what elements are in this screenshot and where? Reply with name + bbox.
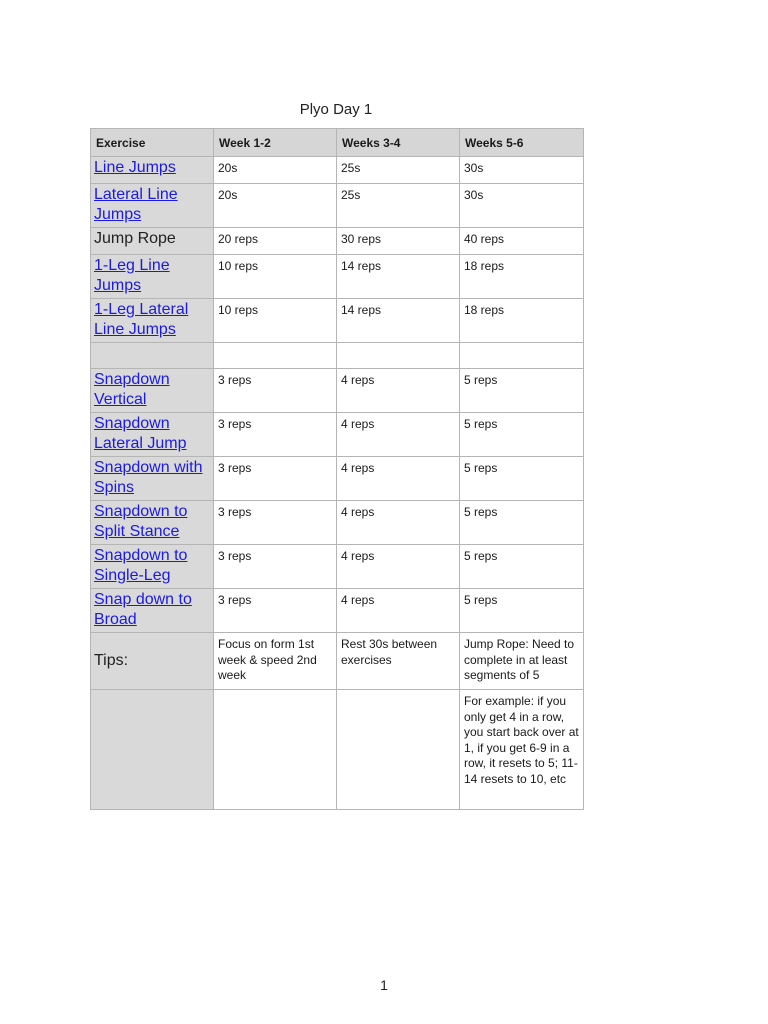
tips-week-1-2: Focus on form 1st week & speed 2nd week bbox=[214, 633, 337, 690]
weeks-5-6-cell: 30s bbox=[460, 184, 584, 228]
exercise-link-1-leg-line-jumps[interactable]: 1-Leg Line Jumps bbox=[94, 257, 170, 294]
tips-row bbox=[91, 633, 584, 690]
page-number: 1 bbox=[380, 977, 388, 993]
week-1-2-cell: 10 reps bbox=[214, 299, 337, 343]
table-row bbox=[91, 501, 584, 545]
weeks-3-4-cell: 25s bbox=[337, 184, 460, 228]
weeks-5-6-cell: 18 reps bbox=[460, 299, 584, 343]
weeks-3-4-cell: 4 reps bbox=[337, 545, 460, 589]
table-row bbox=[91, 413, 584, 457]
week-1-2-cell bbox=[214, 343, 337, 369]
tips-label-text: Tips: bbox=[94, 652, 129, 670]
note-row bbox=[91, 690, 584, 810]
exercise-link-snap-down-to-broad[interactable]: Snap down to Broad bbox=[94, 591, 192, 628]
header-row bbox=[91, 129, 584, 157]
exercise-cell bbox=[91, 369, 214, 413]
weeks-5-6-cell: 5 reps bbox=[460, 589, 584, 633]
header-weeks-3-4: Weeks 3-4 bbox=[337, 129, 460, 157]
weeks-3-4-cell: 30 reps bbox=[337, 228, 460, 255]
note-weeks-3-4 bbox=[337, 690, 460, 810]
tips-weeks-3-4: Rest 30s between exercises bbox=[337, 633, 460, 690]
weeks-5-6-cell bbox=[460, 343, 584, 369]
exercise-cell bbox=[91, 413, 214, 457]
tips-label bbox=[91, 633, 214, 690]
exercise-link-snapdown-to-single-leg[interactable]: Snapdown to Single-Leg bbox=[94, 547, 188, 584]
exercise-cell bbox=[91, 457, 214, 501]
exercise-link-lateral-line-jumps[interactable]: Lateral Line Jumps bbox=[94, 186, 178, 223]
table-row bbox=[91, 157, 584, 184]
week-1-2-cell: 10 reps bbox=[214, 255, 337, 299]
exercise-link-line-jumps[interactable]: Line Jumps bbox=[94, 159, 176, 176]
week-1-2-cell: 20s bbox=[214, 157, 337, 184]
exercise-cell bbox=[91, 299, 214, 343]
exercise-cell bbox=[91, 501, 214, 545]
weeks-3-4-cell: 4 reps bbox=[337, 501, 460, 545]
document-title: Plyo Day 1 bbox=[299, 101, 373, 118]
exercise-link-snapdown-lateral-jump[interactable]: Snapdown Lateral Jump bbox=[94, 415, 187, 452]
weeks-5-6-cell: 5 reps bbox=[460, 501, 584, 545]
week-1-2-cell: 3 reps bbox=[214, 457, 337, 501]
exercise-cell bbox=[91, 184, 214, 228]
week-1-2-cell: 3 reps bbox=[214, 589, 337, 633]
table-row bbox=[91, 299, 584, 343]
table-row bbox=[91, 184, 584, 228]
weeks-5-6-cell: 5 reps bbox=[460, 457, 584, 501]
weeks-3-4-cell: 4 reps bbox=[337, 457, 460, 501]
weeks-3-4-cell bbox=[337, 343, 460, 369]
exercise-link-snapdown-with-spins[interactable]: Snapdown with Spins bbox=[94, 459, 203, 496]
exercise-cell bbox=[91, 343, 214, 369]
table-row bbox=[91, 545, 584, 589]
exercise-link-snapdown-vertical[interactable]: Snapdown Vertical bbox=[94, 371, 170, 408]
week-1-2-cell: 20s bbox=[214, 184, 337, 228]
table-row bbox=[91, 457, 584, 501]
weeks-5-6-cell: 5 reps bbox=[460, 369, 584, 413]
note-weeks-5-6: For example: if you only get 4 in a row, you start back over at 1, if you get 6-9 in a row, it resets to 5; 11-14 resets to 10, etc bbox=[460, 690, 584, 810]
weeks-3-4-cell: 4 reps bbox=[337, 589, 460, 633]
spacer-row bbox=[91, 343, 584, 369]
weeks-5-6-cell: 5 reps bbox=[460, 545, 584, 589]
week-1-2-cell: 3 reps bbox=[214, 501, 337, 545]
week-1-2-cell: 3 reps bbox=[214, 413, 337, 457]
header-exercise: Exercise bbox=[91, 129, 214, 157]
weeks-3-4-cell: 14 reps bbox=[337, 255, 460, 299]
weeks-3-4-cell: 14 reps bbox=[337, 299, 460, 343]
weeks-5-6-cell: 5 reps bbox=[460, 413, 584, 457]
tips-weeks-5-6: Jump Rope: Need to complete in at least segments of 5 bbox=[460, 633, 584, 690]
weeks-3-4-cell: 4 reps bbox=[337, 369, 460, 413]
weeks-5-6-cell: 18 reps bbox=[460, 255, 584, 299]
week-1-2-cell: 3 reps bbox=[214, 545, 337, 589]
table-row bbox=[91, 255, 584, 299]
exercise-cell bbox=[91, 228, 214, 255]
week-1-2-cell: 20 reps bbox=[214, 228, 337, 255]
header-weeks-5-6: Weeks 5-6 bbox=[460, 129, 584, 157]
note-week-1-2 bbox=[214, 690, 337, 810]
exercise-link-snapdown-to-split-stance[interactable]: Snapdown to Split Stance bbox=[94, 503, 188, 540]
exercise-cell bbox=[91, 545, 214, 589]
note-exercise-cell bbox=[91, 690, 214, 810]
exercise-label-jump-rope: Jump Rope bbox=[94, 230, 176, 247]
weeks-5-6-cell: 30s bbox=[460, 157, 584, 184]
weeks-3-4-cell: 4 reps bbox=[337, 413, 460, 457]
weeks-3-4-cell: 25s bbox=[337, 157, 460, 184]
weeks-5-6-cell: 40 reps bbox=[460, 228, 584, 255]
week-1-2-cell: 3 reps bbox=[214, 369, 337, 413]
exercise-cell bbox=[91, 255, 214, 299]
table-row bbox=[91, 228, 584, 255]
exercise-cell bbox=[91, 157, 214, 184]
workout-table bbox=[90, 128, 584, 810]
header-week-1-2: Week 1-2 bbox=[214, 129, 337, 157]
table-row bbox=[91, 369, 584, 413]
table-row bbox=[91, 589, 584, 633]
exercise-cell bbox=[91, 589, 214, 633]
exercise-link-1-leg-lateral-line-jumps[interactable]: 1-Leg Lateral Line Jumps bbox=[94, 301, 189, 338]
